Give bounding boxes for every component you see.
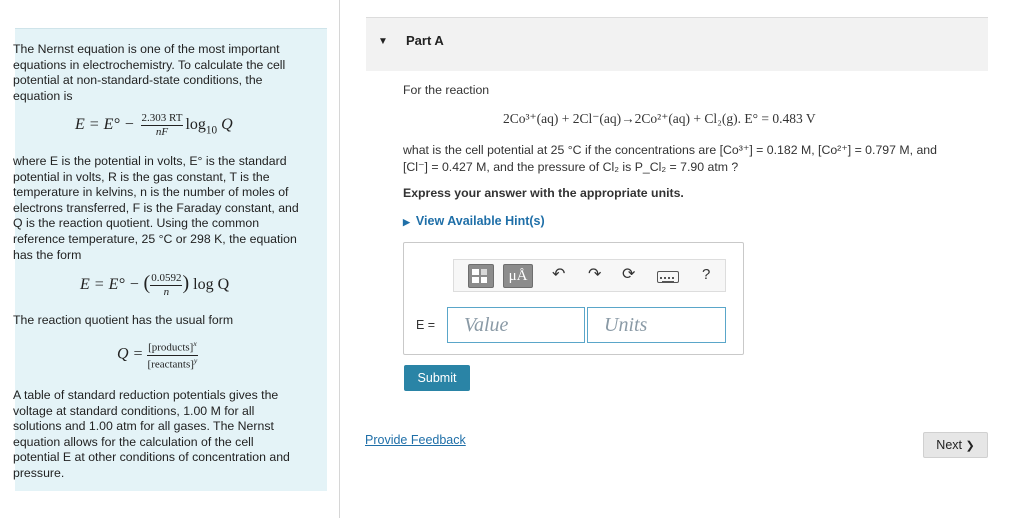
eq3-fraction bbox=[147, 340, 198, 370]
eq2-numerator: 0.0592 bbox=[151, 271, 182, 284]
part-title: Part A bbox=[406, 33, 444, 48]
eq2-lhs: E = E° − bbox=[80, 276, 140, 293]
eq1-log-base: 10 bbox=[205, 124, 218, 137]
hint-triangle-icon: ▶ bbox=[403, 217, 410, 227]
reaction-equation: 2Co³⁺(aq) + 2Cl⁻(aq)→2Co²⁺(aq) + Cl₂(g). E° = 0.483 V bbox=[503, 111, 816, 126]
intro-paragraph-2: where E is the potential in volts, E° is the standard potential in volts, R is the gas constant, T is the temperature in kelvins, n is the number of moles of electrons transferred, F is the Faraday constant, and Q is the reaction quotient. Using the common reference temperature, 25 °C or 298 K, the equation has the form bbox=[13, 154, 299, 262]
units-icon[interactable]: μÅ bbox=[503, 264, 533, 288]
question-line-2: [Cl⁻] = 0.427 M, and the pressure of Cl₂ is P_Cl₂ = 7.90 atm ? bbox=[403, 160, 739, 174]
templates-icon[interactable] bbox=[468, 264, 494, 288]
units-input[interactable]: Units bbox=[587, 307, 726, 343]
eq1-fraction bbox=[141, 113, 184, 138]
eq2-log-q: log Q bbox=[193, 276, 230, 293]
eq1-numerator: 2.303 RT bbox=[141, 112, 183, 124]
eq3-num-exp: x bbox=[193, 339, 197, 348]
question-lead: For the reaction bbox=[403, 83, 490, 97]
eq1-log: log bbox=[185, 116, 206, 134]
collapse-caret-icon[interactable]: ▼ bbox=[378, 36, 388, 47]
next-label: Next bbox=[936, 438, 962, 452]
eq3-numerator: [products] bbox=[148, 341, 194, 354]
keyboard-icon[interactable] bbox=[657, 271, 679, 283]
answer-instruction: Express your answer with the appropriate units. bbox=[403, 186, 684, 200]
redo-icon[interactable]: ↷ bbox=[588, 266, 602, 283]
eq2-lparen: ( bbox=[143, 272, 151, 294]
provide-feedback-link[interactable]: Provide Feedback bbox=[365, 433, 466, 447]
nernst-equation bbox=[75, 113, 233, 138]
question-line-1: what is the cell potential at 25 °C if the concentrations are [Co³⁺] = 0.182 M, [Co²⁺] = 0.797 M, and bbox=[403, 143, 937, 157]
answer-variable-label: E = bbox=[416, 318, 436, 332]
eq1-denominator: nF bbox=[155, 126, 169, 138]
eq2-fraction bbox=[150, 273, 182, 298]
view-hints-link[interactable] bbox=[403, 214, 545, 228]
part-header[interactable] bbox=[366, 17, 988, 71]
eq3-denominator: [reactants] bbox=[147, 358, 194, 371]
undo-icon[interactable]: ↶ bbox=[552, 266, 566, 283]
intro-paragraph-4: A table of standard reduction potentials gives the voltage at standard conditions, 1.00 M for all solutions and 1.00 atm for all gases. The Nernst equation allows for the calculation of the cell potential E at other conditions of concentration and pressure. bbox=[13, 388, 290, 480]
next-button[interactable] bbox=[923, 432, 988, 458]
intro-paragraph-1: The Nernst equation is one of the most important equations in electrochemistry. To calculate the cell potential at non-standard-state conditions, the equation is bbox=[13, 42, 286, 103]
view-hints-label: View Available Hint(s) bbox=[415, 214, 545, 228]
math-toolbar bbox=[453, 259, 726, 292]
eq1-lhs: E = E° − bbox=[75, 116, 135, 134]
reaction-quotient-equation bbox=[117, 340, 198, 370]
help-icon[interactable]: ? bbox=[702, 266, 711, 283]
eq1-q: Q bbox=[221, 116, 233, 134]
eq3-den-exp: y bbox=[193, 355, 198, 365]
eq2-rparen: ) bbox=[182, 272, 190, 294]
eq2-denominator: n bbox=[163, 285, 170, 298]
reset-icon[interactable]: ⟳ bbox=[622, 266, 636, 283]
intro-paragraph-3: The reaction quotient has the usual form bbox=[13, 313, 234, 327]
pane-divider bbox=[339, 0, 340, 518]
eq3-lhs: Q = bbox=[117, 345, 144, 363]
chevron-right-icon: ❯ bbox=[965, 440, 975, 452]
value-input[interactable]: Value bbox=[447, 307, 585, 343]
nernst-equation-298k bbox=[80, 272, 229, 298]
submit-button[interactable]: Submit bbox=[404, 365, 470, 391]
